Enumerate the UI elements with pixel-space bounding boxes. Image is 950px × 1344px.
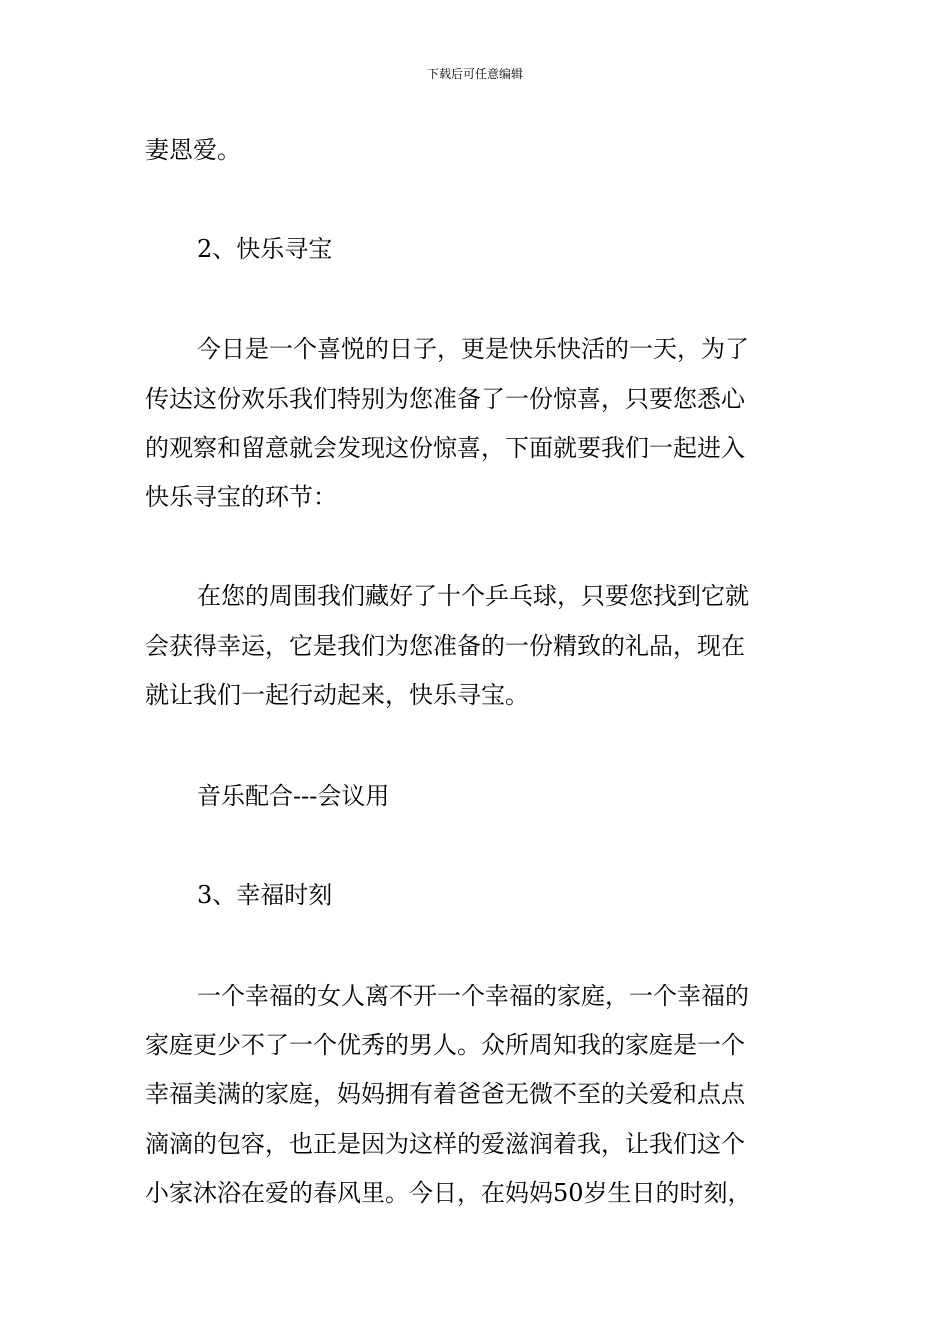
music-note: 音乐配合---会议用 xyxy=(197,782,390,810)
page-header: 下载后可任意编辑 xyxy=(426,67,523,81)
paragraph-line: 在您的周围我们藏好了十个乒乓球，只要您找到它就 xyxy=(197,582,749,610)
paragraph-line: 今日是一个喜悦的日子，更是快乐快活的一天，为了 xyxy=(197,335,749,363)
section-heading: 3、幸福时刻 xyxy=(197,881,333,909)
paragraph-line: 一个幸福的女人离不开一个幸福的家庭，一个幸福的 xyxy=(197,982,749,1010)
paragraph-line: 会获得幸运，它是我们为您准备的一份精致的礼品，现在 xyxy=(145,632,745,660)
paragraph-line: 滴滴的包容，也正是因为这样的爱滋润着我，让我们这个 xyxy=(145,1130,745,1158)
section-heading: 2、快乐寻宝 xyxy=(197,235,333,263)
paragraph-line: 快乐寻宝的环节： xyxy=(145,483,337,511)
paragraph-line: 妻恩爱。 xyxy=(145,136,241,164)
paragraph-line: 家庭更少不了一个优秀的男人。众所周知我的家庭是一个 xyxy=(145,1031,745,1059)
paragraph-line: 幸福美满的家庭，妈妈拥有着爸爸无微不至的关爱和点点 xyxy=(145,1080,745,1108)
paragraph-line: 就让我们一起行动起来，快乐寻宝。 xyxy=(145,681,529,709)
paragraph-line: 传达这份欢乐我们特别为您准备了一份惊喜，只要您悉心 xyxy=(145,385,745,413)
paragraph-line: 的观察和留意就会发现这份惊喜，下面就要我们一起进入 xyxy=(145,434,745,462)
paragraph-line: 小家沐浴在爱的春风里。今日，在妈妈50岁生日的时刻， xyxy=(145,1179,752,1207)
